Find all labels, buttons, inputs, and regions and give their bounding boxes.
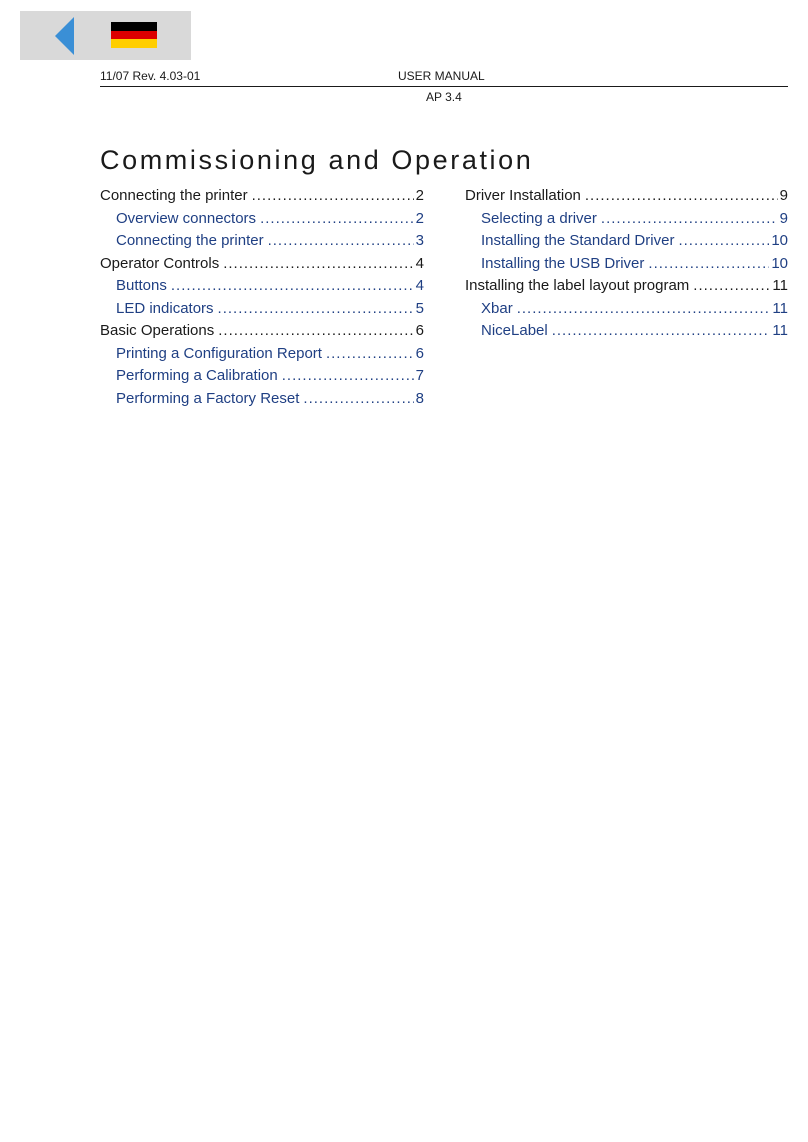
toc-leader-dots [218, 320, 413, 343]
toc-leader-dots [260, 208, 414, 231]
toc-entry-label: Operator Controls [100, 254, 220, 272]
toc-subsection-link[interactable] [100, 343, 424, 366]
toc-section-link[interactable] [100, 320, 424, 343]
revision-text: 11/07 Rev. 4.03-01 [100, 69, 201, 83]
toc-leader-dots [601, 208, 778, 231]
toc-section-link[interactable] [465, 185, 788, 208]
toc-leader-dots [223, 253, 413, 276]
toc-right-column [465, 185, 788, 343]
toc-leader-dots [218, 298, 414, 321]
toc-subsection-link[interactable] [100, 275, 424, 298]
toc-page-number: 7 [415, 367, 424, 384]
toc-leader-dots [326, 343, 414, 366]
toc-leader-dots [303, 388, 413, 411]
back-arrow-icon[interactable] [55, 17, 74, 55]
page-title: Commissioning and Operation [100, 145, 534, 175]
toc-leader-dots [517, 298, 771, 321]
toc-leader-dots [678, 230, 769, 253]
toc-entry-label: Connecting the printer [116, 232, 264, 249]
toc-entry-label: Basic Operations [100, 322, 215, 339]
toc-page-number: 3 [415, 232, 424, 249]
toc-entry-label: Driver Installation [465, 187, 581, 204]
toc-page-number: 4 [415, 277, 424, 294]
toc-leader-dots [268, 230, 414, 253]
toc-entry-label: Selecting a driver [481, 209, 597, 227]
header-divider [100, 86, 788, 87]
toc-left-column [100, 185, 424, 410]
toc-entry-label: Installing the USB Driver [481, 254, 645, 272]
toc-page-number: 9 [779, 187, 788, 204]
toc-page-number: 10 [771, 254, 788, 272]
toc-leader-dots [693, 275, 770, 298]
navigation-box [20, 11, 191, 60]
toc-page-number: 2 [415, 187, 424, 204]
manual-label: USER MANUAL [398, 69, 485, 83]
toc-page-number: 6 [415, 322, 424, 339]
toc-entry-label: Performing a Factory Reset [116, 389, 300, 407]
toc-entry-label: Overview connectors [116, 209, 257, 227]
toc-page-number: 11 [772, 322, 788, 339]
toc-leader-dots [171, 275, 414, 298]
toc-page-number: 4 [415, 254, 424, 272]
toc-section-link[interactable] [100, 185, 424, 208]
toc-entry-label: NiceLabel [481, 322, 548, 339]
toc-subsection-link[interactable] [465, 320, 788, 343]
toc-section-link[interactable] [465, 275, 788, 298]
toc-page-number: 11 [772, 299, 788, 317]
toc-subsection-link[interactable] [465, 298, 788, 321]
toc-entry-label: Installing the label layout program [465, 277, 690, 294]
toc-subsection-link[interactable] [100, 388, 424, 411]
toc-subsection-link[interactable] [100, 230, 424, 253]
toc-page-number: 11 [772, 277, 788, 294]
toc-entry-label: Performing a Calibration [116, 367, 278, 384]
toc-leader-dots [648, 253, 769, 276]
toc-leader-dots [585, 185, 778, 208]
toc-subsection-link[interactable] [465, 230, 788, 253]
toc-leader-dots [282, 365, 414, 388]
toc-entry-label: Connecting the printer [100, 187, 248, 204]
toc-subsection-link[interactable] [100, 298, 424, 321]
toc-subsection-link[interactable] [100, 365, 424, 388]
toc-page-number: 5 [415, 299, 424, 317]
toc-page-number: 6 [415, 344, 424, 362]
german-flag-icon[interactable] [111, 22, 157, 48]
toc-subsection-link[interactable] [100, 208, 424, 231]
toc-page-number: 10 [771, 232, 788, 249]
toc-entry-label: Buttons [116, 277, 167, 294]
toc-section-link[interactable] [100, 253, 424, 276]
toc-subsection-link[interactable] [465, 253, 788, 276]
toc-entry-label: Installing the Standard Driver [481, 232, 675, 249]
toc-leader-dots [252, 185, 414, 208]
toc-page-number: 8 [415, 389, 424, 407]
toc-page-number: 9 [779, 209, 788, 227]
toc-entry-label: Xbar [481, 299, 513, 317]
toc-entry-label: Printing a Configuration Report [116, 344, 322, 362]
toc-leader-dots [552, 320, 771, 343]
toc-entry-label: LED indicators [116, 299, 214, 317]
model-label: AP 3.4 [426, 90, 462, 104]
toc-page-number: 2 [415, 209, 424, 227]
toc-subsection-link[interactable] [465, 208, 788, 231]
